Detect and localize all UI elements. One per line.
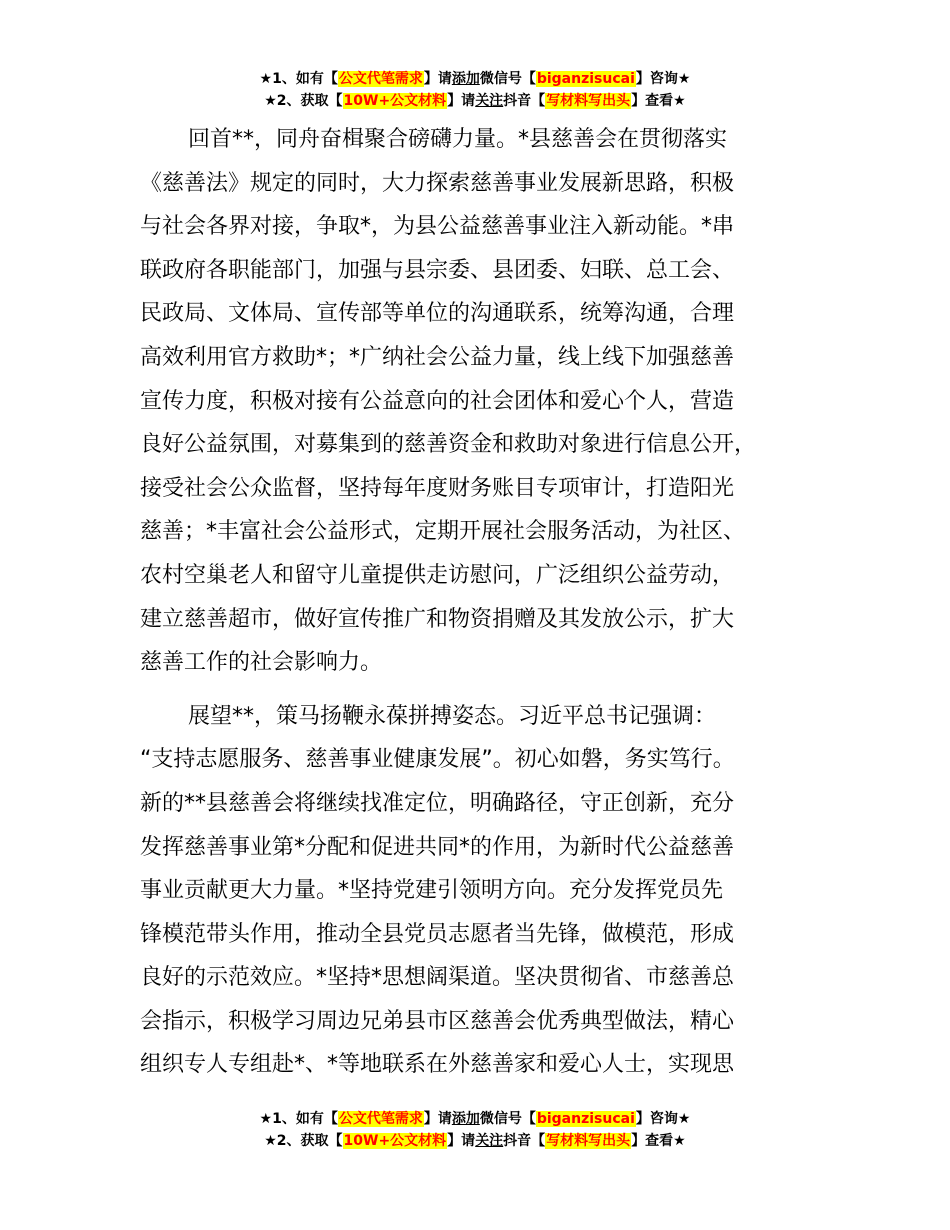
text-line: 高效利用官方救助*；*广纳社会公益力量，线上线下加强慈善 (140, 344, 735, 370)
text-line: 发挥慈善事业第*分配和促进共同*的作用，为新时代公益慈善 (140, 834, 735, 860)
document-body (140, 118, 830, 1087)
highlight-materials: 10W+公文材料 (343, 93, 447, 109)
text-line: 接受社会公众监督，坚持每年度财务账目专项审计，打造阳光 (140, 475, 735, 501)
banner-text: 微信号【 (479, 1111, 536, 1127)
highlight-douyin-id: 写材料写出头 (546, 93, 631, 109)
paragraph-outlook (140, 695, 830, 1087)
banner-text: 】咨询★ (635, 71, 691, 87)
banner-underlined-text: 添加 (451, 1111, 480, 1127)
text-line: 事业贡献更大力量。*坚持党建引领明方向。充分发挥党员先 (140, 878, 724, 904)
banner-line-1 (0, 68, 950, 90)
text-line: 会指示，积极学习周边兄弟县市区慈善会优秀典型做法，精心 (140, 1008, 735, 1034)
banner-text: 】请 (423, 1111, 452, 1127)
banner-text: 】请 (423, 71, 452, 87)
text-line: 良好公益氛围，对募集到的慈善资金和救助对象进行信息公开， (140, 432, 757, 458)
banner-text: ★2、获取【 (264, 93, 343, 109)
text-line: 良好的示范效应。*坚持*思想阔渠道。坚决贯彻省、市慈善总 (140, 965, 735, 991)
highlight-service: 公文代笔需求 (338, 1111, 423, 1127)
footer-banner (0, 1108, 950, 1152)
highlight-douyin-id: 写材料写出头 (546, 1133, 631, 1149)
text-line: 组织专人专组赴*、*等地联系在外慈善家和爱心人士，实现思 (140, 1052, 735, 1078)
banner-text: ★1、如有【 (259, 71, 338, 87)
banner-line-2 (0, 90, 950, 112)
highlight-materials: 10W+公文材料 (343, 1133, 447, 1149)
text-line: 建立慈善超市，做好宣传推广和物资捐赠及其发放公示，扩大 (140, 606, 735, 632)
highlight-wechat-id: biganzisucai (536, 1111, 635, 1127)
text-line: 《慈善法》规定的同时，大力探索慈善事业发展新思路，积极 (140, 170, 735, 196)
text-line: 农村空巢老人和留守儿童提供走访慰问，广泛组织公益劳动， (140, 562, 735, 588)
text-line: 慈善工作的社会影响力。 (140, 650, 383, 676)
banner-underlined-text: 添加 (451, 71, 480, 87)
banner-text: 抖音【 (503, 93, 546, 109)
text-line: 民政局、文体局、宣传部等单位的沟通联系，统筹沟通，合理 (140, 301, 735, 327)
banner-underlined-text: 关注 (475, 1133, 504, 1149)
text-line: 回首**，同舟奋楫聚合磅礴力量。*县慈善会在贯彻落实 (188, 127, 728, 152)
banner-text: 】咨询★ (635, 1111, 691, 1127)
banner-underlined-text: 关注 (475, 93, 504, 109)
text-line: 慈善；*丰富社会公益形式，定期开展社会服务活动，为社区、 (140, 519, 746, 545)
banner-text: 】查看★ (631, 1133, 686, 1149)
paragraph-review (140, 118, 830, 685)
text-line: 联政府各职能部门，加强与县宗委、县团委、妇联、总工会、 (140, 257, 735, 283)
text-line: 宣传力度，积极对接有公益意向的社会团体和爱心个人，营造 (140, 388, 735, 414)
text-line: 锋模范带头作用，推动全县党员志愿者当先锋，做模范，形成 (140, 921, 735, 947)
text-line: 新的**县慈善会将继续找准定位，明确路径，守正创新，充分 (140, 790, 735, 816)
banner-text: 】请 (447, 93, 476, 109)
text-line: 与社会各界对接，争取*，为县公益慈善事业注入新动能。*串 (140, 214, 735, 240)
banner-text: ★2、获取【 (264, 1133, 343, 1149)
banner-text: ★1、如有【 (259, 1111, 338, 1127)
banner-text: 微信号【 (479, 71, 536, 87)
highlight-wechat-id: biganzisucai (536, 71, 635, 87)
text-line: 展望**，策马扬鞭永葆拼搏姿态。习近平总书记强调： (188, 703, 717, 729)
header-banner (0, 68, 950, 112)
banner-line-2 (0, 1130, 950, 1152)
banner-text: 】查看★ (631, 93, 686, 109)
text-line: “支持志愿服务、慈善事业健康发展”。初心如磐，务实笃行。 (140, 747, 735, 773)
highlight-service: 公文代笔需求 (338, 71, 423, 87)
banner-text: 】请 (447, 1133, 476, 1149)
banner-line-1 (0, 1108, 950, 1130)
banner-text: 抖音【 (503, 1133, 546, 1149)
